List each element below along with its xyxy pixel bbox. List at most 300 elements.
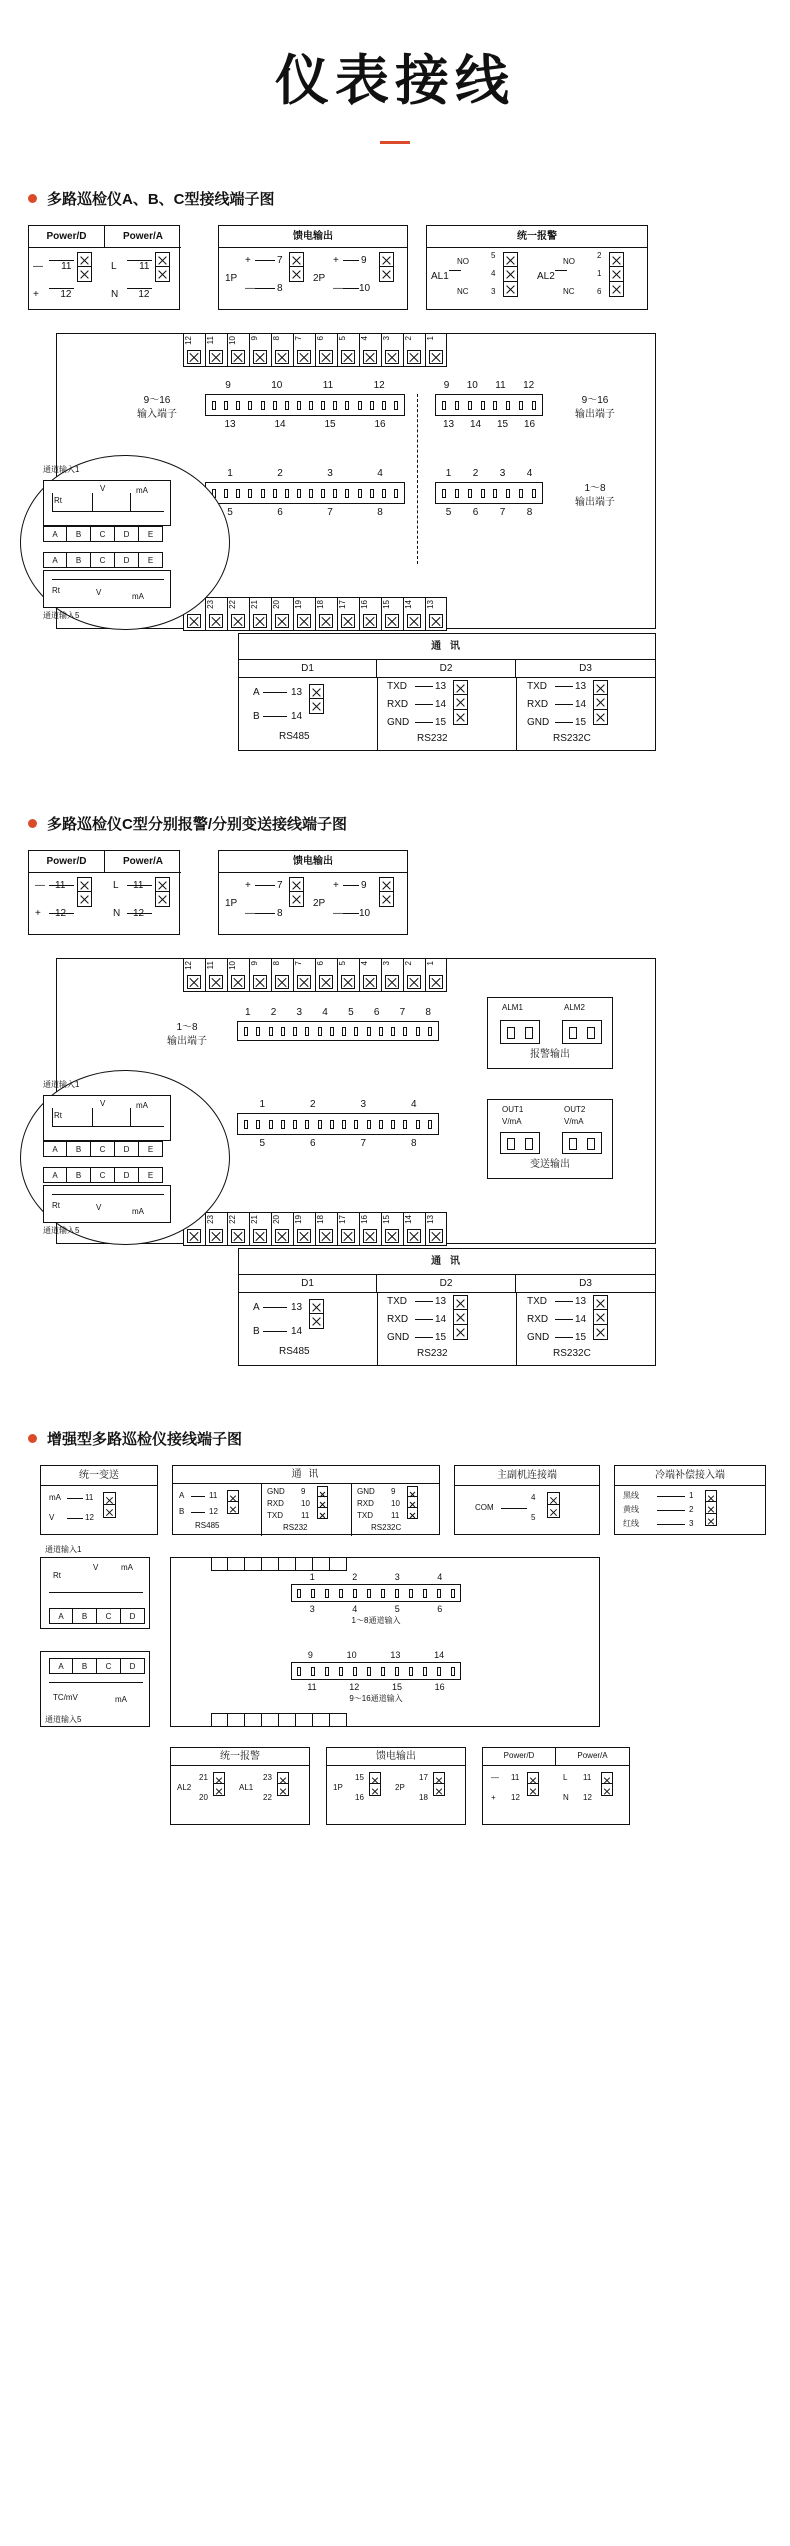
pin-a[interactable]: A bbox=[43, 1141, 67, 1157]
terminal-cell[interactable] bbox=[315, 958, 337, 992]
channel-pins-lower[interactable] bbox=[43, 552, 163, 568]
terminal-cell[interactable] bbox=[296, 1557, 313, 1571]
d3-row1-num: 13 bbox=[575, 681, 587, 692]
terminal-cell[interactable] bbox=[245, 1557, 262, 1571]
terminal-cell[interactable] bbox=[228, 1557, 245, 1571]
terminal-cell[interactable] bbox=[315, 333, 337, 367]
d1-row1-num: 13 bbox=[291, 687, 303, 698]
signal-ma: mA bbox=[132, 592, 144, 601]
feed-g1-sign1: + bbox=[245, 255, 251, 266]
terminal-cell[interactable] bbox=[249, 333, 271, 367]
comm-col-d2: D2 bbox=[377, 660, 516, 678]
channel-bubble-3-lower bbox=[40, 1651, 150, 1727]
pin-c[interactable]: C bbox=[91, 1141, 115, 1157]
section-heading-2 bbox=[28, 813, 790, 834]
terminal-cell[interactable] bbox=[381, 958, 403, 992]
terminal-cell[interactable] bbox=[271, 1212, 293, 1246]
num: 7 bbox=[327, 507, 333, 518]
panel-divider bbox=[417, 394, 418, 564]
lead-line bbox=[255, 288, 275, 289]
terminal-cell[interactable] bbox=[227, 958, 249, 992]
d1b-row1-label: A bbox=[253, 1302, 260, 1313]
lead-line bbox=[343, 288, 359, 289]
d2b-screws bbox=[453, 1295, 468, 1340]
feed2-g1-label: 1P bbox=[225, 898, 238, 909]
num: 11 bbox=[322, 380, 334, 391]
cold-r3-num: 3 bbox=[689, 1519, 694, 1528]
channel-pins-lower-2[interactable] bbox=[43, 1167, 163, 1183]
wire bbox=[555, 1319, 573, 1320]
comm2-col-d2: D2 bbox=[377, 1275, 516, 1293]
cell-num: 20 bbox=[272, 1215, 281, 1224]
cell-num: 10 bbox=[228, 336, 237, 345]
host-screws bbox=[547, 1492, 560, 1518]
signal-ma: mA bbox=[132, 1207, 144, 1216]
terminal-cell[interactable] bbox=[245, 1713, 262, 1727]
pin-c[interactable]: C bbox=[91, 1167, 115, 1183]
section-2-diagram bbox=[28, 850, 768, 1359]
num: 5 bbox=[445, 507, 452, 518]
terminal-cell[interactable] bbox=[249, 597, 271, 631]
signal-v: V bbox=[100, 1099, 106, 1108]
alm2-connector[interactable] bbox=[562, 1020, 602, 1044]
num: 12 bbox=[523, 380, 535, 391]
terminal-cell[interactable] bbox=[337, 958, 359, 992]
title-underline bbox=[380, 141, 410, 144]
cell-num: 8 bbox=[272, 961, 281, 966]
terminal-cell[interactable] bbox=[425, 1212, 447, 1246]
terminal-cell[interactable] bbox=[183, 333, 205, 367]
terminal-cell[interactable] bbox=[262, 1557, 279, 1571]
output-9-16-label: 9～16 输出端子 bbox=[575, 395, 615, 420]
channel-pins-upper[interactable] bbox=[43, 526, 163, 542]
wire bbox=[127, 913, 152, 914]
signal-ma: mA bbox=[121, 1563, 133, 1572]
terminal-cell[interactable] bbox=[337, 597, 359, 631]
c3-232-n3: 11 bbox=[301, 1511, 310, 1520]
bottom-terminal-strip-2 bbox=[183, 1212, 447, 1246]
wire bbox=[555, 1301, 573, 1302]
d1b-standard: RS485 bbox=[279, 1346, 310, 1357]
feed2-g2-n1: 9 bbox=[361, 880, 367, 891]
group-1-8-connector[interactable] bbox=[291, 1584, 461, 1602]
output-1-8-block bbox=[435, 468, 543, 518]
terminal-cell[interactable] bbox=[205, 597, 227, 631]
terminal-cell[interactable] bbox=[227, 1212, 249, 1246]
num: 1 bbox=[259, 1099, 266, 1110]
input-1-8-block bbox=[205, 468, 405, 518]
cold-header: 冷端补偿接入端 bbox=[615, 1466, 765, 1486]
num: 8 bbox=[526, 507, 533, 518]
c3-232c-l3: TXD bbox=[357, 1511, 373, 1520]
wire bbox=[415, 704, 433, 705]
cell-num: 15 bbox=[382, 1215, 391, 1224]
signal-rt: Rt bbox=[53, 1571, 61, 1580]
bullet-icon bbox=[28, 819, 37, 828]
center-panel-3 bbox=[170, 1557, 600, 1727]
wire bbox=[67, 1518, 83, 1519]
c3-232c-l2: RXD bbox=[357, 1499, 374, 1508]
pin-d[interactable]: D bbox=[121, 1658, 145, 1674]
d3-standard: RS232C bbox=[553, 733, 591, 744]
pin-b[interactable]: B bbox=[73, 1608, 97, 1624]
terminal-cell[interactable] bbox=[425, 597, 447, 631]
comm-header-2: 通 讯 bbox=[239, 1249, 655, 1275]
d2b-row3-label: GND bbox=[387, 1332, 410, 1343]
wire bbox=[49, 913, 74, 914]
cell-num: 6 bbox=[316, 961, 325, 966]
wire bbox=[255, 913, 275, 914]
cell-num: 7 bbox=[294, 961, 303, 966]
cold-r2-num: 2 bbox=[689, 1505, 694, 1514]
terminal-cell[interactable] bbox=[381, 1212, 403, 1246]
top-terminal-strip-1 bbox=[183, 333, 447, 367]
feed2-g1-n1: 7 bbox=[277, 880, 283, 891]
terminal-cell[interactable] bbox=[293, 958, 315, 992]
power-ac-row-1: L 11 bbox=[111, 261, 150, 272]
terminal-cell[interactable] bbox=[279, 1557, 296, 1571]
d1b-row2-num: 14 bbox=[291, 1326, 303, 1337]
section-1-diagram bbox=[28, 225, 768, 744]
wire bbox=[191, 1512, 205, 1513]
wire bbox=[130, 493, 131, 511]
terminal-cell[interactable] bbox=[313, 1713, 330, 1727]
channel-input-bubble-2 bbox=[20, 1070, 230, 1245]
wire bbox=[415, 722, 433, 723]
terminal-cell[interactable] bbox=[330, 1713, 347, 1727]
terminal-cell[interactable] bbox=[359, 1212, 381, 1246]
pin-e[interactable]: E bbox=[139, 526, 163, 542]
terminal-cell[interactable] bbox=[205, 333, 227, 367]
power-dc-row-1: — 11 bbox=[33, 261, 72, 272]
channel3-pins-upper[interactable] bbox=[49, 1608, 145, 1624]
section-3-diagram bbox=[20, 1465, 780, 1825]
alarm-left-nc: NC bbox=[457, 287, 469, 296]
feed-output-header-2: 馈电输出 bbox=[219, 851, 407, 873]
terminal-cell[interactable] bbox=[425, 958, 447, 992]
ut-row1-label: mA bbox=[49, 1493, 61, 1502]
terminal-cell[interactable] bbox=[271, 958, 293, 992]
output-9-16-connector[interactable] bbox=[435, 394, 543, 416]
pin-b[interactable]: B bbox=[67, 526, 91, 542]
wire bbox=[415, 686, 433, 687]
d3-row1-label: TXD bbox=[527, 681, 547, 692]
p2-dc-screws bbox=[77, 877, 92, 907]
terminal-cell[interactable] bbox=[293, 597, 315, 631]
group-1-8-label: 1～8通道输入 bbox=[351, 1616, 401, 1625]
c3-232c-l1: GND bbox=[357, 1487, 375, 1496]
feed-g2-sign1: + bbox=[333, 255, 339, 266]
terminal-cell[interactable] bbox=[205, 958, 227, 992]
feed2-g2-s2: — bbox=[333, 908, 343, 919]
pin-a[interactable]: A bbox=[43, 552, 67, 568]
divider bbox=[377, 1293, 378, 1365]
terminal-cell[interactable] bbox=[296, 1713, 313, 1727]
d2b-row1-num: 13 bbox=[435, 1296, 447, 1307]
terminal-cell[interactable] bbox=[293, 1212, 315, 1246]
pin-d[interactable]: D bbox=[121, 1608, 145, 1624]
wire bbox=[52, 1108, 53, 1126]
pin-a[interactable]: A bbox=[43, 1167, 67, 1183]
wire bbox=[49, 1592, 143, 1593]
input-9-16-connector[interactable] bbox=[205, 394, 405, 416]
feed-group1-label: 1P bbox=[225, 273, 238, 284]
input-1-8-connector[interactable] bbox=[205, 482, 405, 504]
pin-b[interactable]: B bbox=[67, 552, 91, 568]
output-1-8-connector-2[interactable] bbox=[237, 1021, 439, 1041]
pin-e[interactable]: E bbox=[139, 552, 163, 568]
terminal-cell[interactable] bbox=[425, 333, 447, 367]
alm1-connector[interactable] bbox=[500, 1020, 540, 1044]
cell-num: 18 bbox=[316, 1215, 325, 1224]
terminal-cell[interactable] bbox=[271, 597, 293, 631]
num: 6 bbox=[472, 507, 479, 518]
alarm-output-title: 报警输出 bbox=[530, 1049, 570, 1060]
pin-b[interactable]: B bbox=[67, 1141, 91, 1157]
wire bbox=[263, 1331, 287, 1332]
cell-num: 11 bbox=[206, 336, 215, 345]
bp-ac-n1: 11 bbox=[583, 1773, 592, 1782]
terminal-cell[interactable] bbox=[313, 1557, 330, 1571]
signal-v: V bbox=[96, 1203, 102, 1212]
d3-screws bbox=[593, 680, 608, 725]
num: 2 bbox=[277, 468, 283, 479]
pin-c[interactable]: C bbox=[97, 1658, 121, 1674]
num: 1 bbox=[309, 1572, 315, 1582]
num: 11 bbox=[307, 1682, 317, 1692]
alarm-left-no: NO bbox=[457, 257, 469, 266]
transmit-output-box bbox=[487, 1099, 613, 1179]
channel-wiring-lower-2 bbox=[43, 1185, 171, 1223]
comm-box-2 bbox=[238, 1248, 656, 1366]
host-row1-label: COM bbox=[475, 1503, 494, 1512]
pin-e[interactable]: E bbox=[139, 1141, 163, 1157]
section-heading-3 bbox=[28, 1428, 790, 1449]
terminal-cell[interactable] bbox=[330, 1557, 347, 1571]
wire bbox=[191, 1496, 205, 1497]
terminal-cell[interactable] bbox=[205, 1212, 227, 1246]
wire bbox=[127, 885, 152, 886]
bal-screws-right bbox=[277, 1772, 289, 1796]
cell-num: 15 bbox=[382, 600, 391, 609]
c3-485-l1: A bbox=[179, 1491, 185, 1500]
cold-junction-box bbox=[614, 1465, 766, 1535]
num: 16 bbox=[523, 419, 536, 430]
channel-input-bubble-1 bbox=[20, 455, 230, 630]
channel-input-bottom-label-2: 通道输入5 bbox=[43, 1226, 80, 1235]
terminal-cell[interactable] bbox=[249, 958, 271, 992]
channel3-pins-lower[interactable] bbox=[49, 1658, 145, 1674]
pin-d[interactable]: D bbox=[115, 1167, 139, 1183]
alarm-left-num1: 5 bbox=[491, 251, 496, 260]
pin-a[interactable]: A bbox=[49, 1608, 73, 1624]
num: 8 bbox=[425, 1007, 431, 1018]
num: 13 bbox=[442, 419, 455, 430]
feed2-g1-screws bbox=[289, 877, 304, 907]
terminal-cell[interactable] bbox=[337, 333, 359, 367]
num: 6 bbox=[277, 507, 283, 518]
terminal-cell[interactable] bbox=[293, 333, 315, 367]
d1-screws bbox=[309, 684, 324, 714]
host-row2-num: 5 bbox=[531, 1513, 536, 1522]
ut-row1-num: 11 bbox=[85, 1493, 94, 1502]
bullet-icon bbox=[28, 1434, 37, 1443]
out2-connector[interactable] bbox=[562, 1132, 602, 1154]
input-1-8-connector-2[interactable] bbox=[237, 1113, 439, 1135]
alarm-output-box bbox=[487, 997, 613, 1069]
num: 6 bbox=[437, 1604, 443, 1614]
num: 6 bbox=[309, 1138, 316, 1149]
terminal-cell[interactable] bbox=[315, 597, 337, 631]
bfeed-g2-label: 2P bbox=[395, 1783, 405, 1792]
pin-c[interactable]: C bbox=[91, 526, 115, 542]
cell-num: 21 bbox=[250, 600, 259, 609]
terminal-cell[interactable] bbox=[381, 597, 403, 631]
divider bbox=[516, 1293, 517, 1365]
c3-232-l2: RXD bbox=[267, 1499, 284, 1508]
group-9-16-connector[interactable] bbox=[291, 1662, 461, 1680]
bottom-feed-header: 馈电输出 bbox=[327, 1748, 465, 1766]
host-header: 主副机连接端 bbox=[455, 1466, 599, 1486]
wire bbox=[555, 722, 573, 723]
bfeed-n16: 16 bbox=[355, 1793, 364, 1802]
terminal-cell[interactable] bbox=[227, 333, 249, 367]
cell-num: 19 bbox=[294, 600, 303, 609]
pin-a[interactable]: A bbox=[43, 526, 67, 542]
d3b-row3-num: 15 bbox=[575, 1332, 587, 1343]
wire bbox=[52, 493, 53, 511]
num: 5 bbox=[227, 507, 233, 518]
bal-screws-left bbox=[213, 1772, 225, 1796]
d3-row3-num: 15 bbox=[575, 717, 587, 728]
terminal-cell[interactable] bbox=[403, 597, 425, 631]
num: 3 bbox=[327, 468, 333, 479]
c3-485-n2: 12 bbox=[209, 1507, 218, 1516]
d2-row3-label: GND bbox=[387, 717, 410, 728]
terminal-cell[interactable] bbox=[403, 1212, 425, 1246]
comm-col-d3: D3 bbox=[516, 660, 655, 678]
alarm-right-no: NO bbox=[563, 257, 575, 266]
output-1-8-label: 1～8 输出端子 bbox=[575, 483, 615, 508]
wire bbox=[52, 1126, 164, 1127]
signal-v: V bbox=[93, 1563, 99, 1572]
signal-ma: mA bbox=[136, 1101, 148, 1110]
out1-connector[interactable] bbox=[500, 1132, 540, 1154]
num: 4 bbox=[352, 1604, 358, 1614]
pin-c[interactable]: C bbox=[97, 1608, 121, 1624]
pin-c[interactable]: C bbox=[91, 552, 115, 568]
section-3-label: 增强型多路巡检仪接线端子图 bbox=[47, 1431, 243, 1448]
wire bbox=[415, 1337, 433, 1338]
terminal-cell[interactable] bbox=[315, 1212, 337, 1246]
signal-ma: mA bbox=[136, 486, 148, 495]
cold-r2-label: 黄线 bbox=[623, 1505, 639, 1514]
terminal-cell[interactable] bbox=[211, 1713, 228, 1727]
num: 10 bbox=[346, 1650, 357, 1660]
terminal-cell[interactable] bbox=[359, 958, 381, 992]
num: 8 bbox=[377, 507, 383, 518]
pin-a[interactable]: A bbox=[49, 1658, 73, 1674]
pin-d[interactable]: D bbox=[115, 1141, 139, 1157]
page-title: 仪表接线 bbox=[275, 49, 515, 112]
c3-485-n1: 11 bbox=[209, 1491, 218, 1500]
bottom-feed-box bbox=[326, 1747, 466, 1825]
terminal-cell[interactable] bbox=[403, 333, 425, 367]
terminal-cell[interactable] bbox=[228, 1713, 245, 1727]
c3-485-l2: B bbox=[179, 1507, 185, 1516]
bal-n21: 21 bbox=[199, 1773, 208, 1782]
bal-n20: 20 bbox=[199, 1793, 208, 1802]
terminal-cell[interactable] bbox=[183, 958, 205, 992]
bp-ac-s2: N bbox=[563, 1793, 569, 1802]
num: 3 bbox=[360, 1099, 367, 1110]
num: 2 bbox=[270, 1007, 277, 1018]
pin-d[interactable]: D bbox=[115, 526, 139, 542]
feed-g2-sign2: — bbox=[333, 283, 343, 294]
bfeed-n15: 15 bbox=[355, 1773, 364, 1782]
terminal-cell[interactable] bbox=[337, 1212, 359, 1246]
d3b-row3-label: GND bbox=[527, 1332, 550, 1343]
cell-num: 5 bbox=[338, 961, 347, 966]
unified-alarm-header: 统一报警 bbox=[427, 226, 647, 248]
cell-num: 3 bbox=[382, 336, 391, 341]
num: 2 bbox=[352, 1572, 358, 1582]
terminal-cell[interactable] bbox=[359, 597, 381, 631]
channel-pins-upper-2[interactable] bbox=[43, 1141, 163, 1157]
terminal-cell[interactable] bbox=[271, 333, 293, 367]
pin-b[interactable]: B bbox=[67, 1167, 91, 1183]
channel-wiring-lower bbox=[43, 570, 171, 608]
signal-tc: TC/mV bbox=[53, 1693, 78, 1702]
bp-dc-n1: 11 bbox=[511, 1773, 520, 1782]
pin-e[interactable]: E bbox=[139, 1167, 163, 1183]
terminal-cell[interactable] bbox=[249, 1212, 271, 1246]
terminal-cell[interactable] bbox=[359, 333, 381, 367]
feed2-g1-s1: + bbox=[245, 880, 251, 891]
terminal-cell[interactable] bbox=[227, 597, 249, 631]
out2-label: OUT2 bbox=[564, 1105, 586, 1114]
feed-output-box-2 bbox=[218, 850, 408, 935]
terminal-cell[interactable] bbox=[381, 333, 403, 367]
terminal-cell[interactable] bbox=[279, 1713, 296, 1727]
bp-ac-screws bbox=[601, 1772, 613, 1796]
d2-row3-num: 15 bbox=[435, 717, 447, 728]
terminal-cell[interactable] bbox=[262, 1713, 279, 1727]
output-1-8-connector[interactable] bbox=[435, 482, 543, 504]
terminal-cell[interactable] bbox=[403, 958, 425, 992]
wire bbox=[255, 885, 275, 886]
cell-num: 16 bbox=[360, 1215, 369, 1224]
cell-num: 6 bbox=[316, 336, 325, 341]
num: 3 bbox=[499, 468, 506, 479]
cell-num: 11 bbox=[206, 961, 215, 970]
feed-output-box-1 bbox=[218, 225, 408, 310]
pin-b[interactable]: B bbox=[73, 1658, 97, 1674]
cell-num: 4 bbox=[360, 961, 369, 966]
alarm-left-screws bbox=[503, 252, 518, 297]
terminal-cell[interactable] bbox=[211, 1557, 228, 1571]
channel-input-top-label-2: 通道输入1 bbox=[43, 1080, 80, 1089]
host-row1-num: 4 bbox=[531, 1493, 536, 1502]
cell-num: 8 bbox=[272, 336, 281, 341]
bfeed-n17: 17 bbox=[419, 1773, 428, 1782]
alarm-right-num3: 6 bbox=[597, 287, 602, 296]
d2-row2-label: RXD bbox=[387, 699, 409, 710]
num: 8 bbox=[410, 1138, 417, 1149]
pin-d[interactable]: D bbox=[115, 552, 139, 568]
d1-standard: RS485 bbox=[279, 731, 310, 742]
power-ac-header-2: Power/A bbox=[105, 851, 181, 873]
